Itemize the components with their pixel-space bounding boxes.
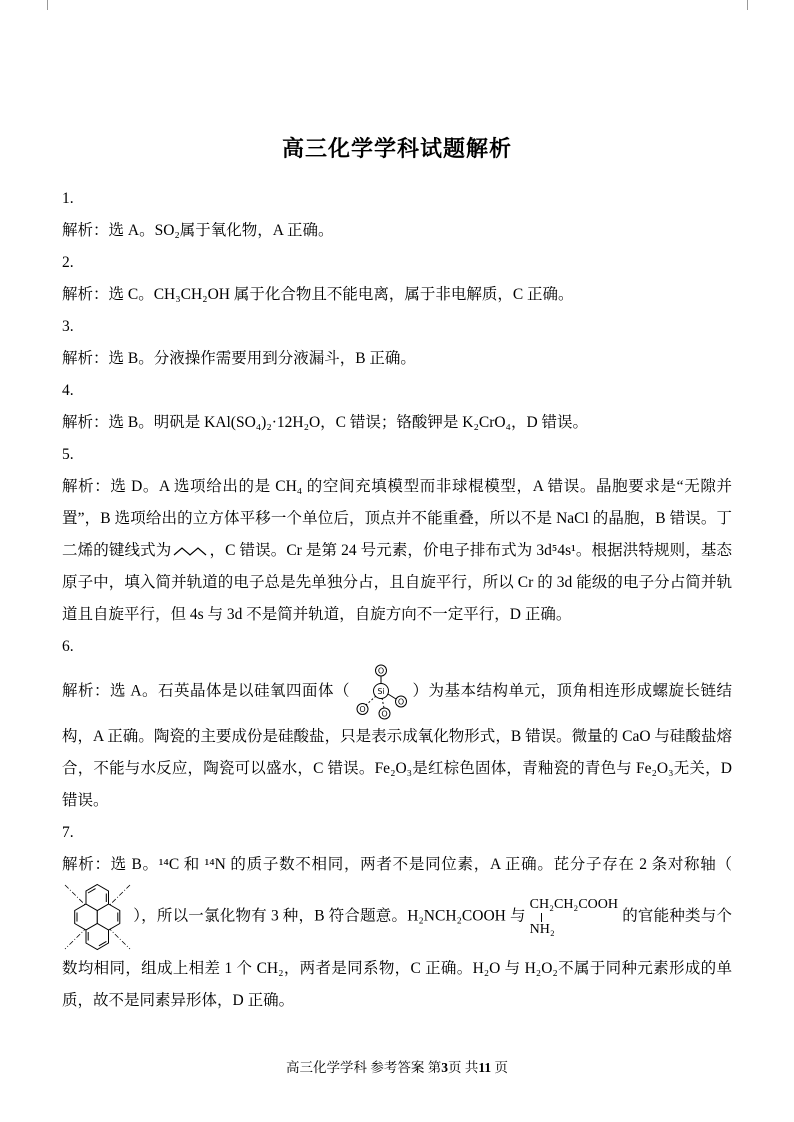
item-1-analysis: 解析：选 A。SO₂属于氧化物，A 正确。 xyxy=(62,222,334,239)
item-4-analysis: 解析：选 B。明矾是 KAl(SO₄)₂·12H₂O，C 错误；铬酸钾是 K₂CrO₄，D 错误。 xyxy=(62,414,589,431)
pyrene-structure-diagram xyxy=(64,881,131,953)
beta-alanine-amino-group: NH₂ xyxy=(529,921,555,937)
item-7-text-3: 的官能种类与个数均相同，组成上相差 1 个 CH₂，两者是同系物，C 正确。H₂O 与 H₂O₂不属于同种元素形成的单质，故不是同素异形体，D 正确。 xyxy=(62,907,732,1009)
crop-mark-right xyxy=(747,0,748,10)
tetrahedron-oxygen-top-label: O xyxy=(377,666,385,676)
item-1-number: 1. xyxy=(62,190,74,207)
item-3-number: 3. xyxy=(62,318,74,335)
crop-mark-left xyxy=(47,0,48,10)
item-5-text-2: ，C 错误。Cr 是第 24 号元素，价电子排布式为 3d⁵4s¹。根据洪特规则，基态原子中，填入简并轨道的电子总是先单独分占，且自旋平行，所以 Cr 的 3d 能级的电子分占简并轨道且自旋平行，但 4s 与 3d 不是简并轨道，自旋方向不一定平行，D 正确。 xyxy=(62,542,732,623)
item-6-number: 6. xyxy=(62,638,74,655)
tetrahedron-oxygen-right-label: O xyxy=(397,697,405,707)
item-7-text-1: 解析：选 B。¹⁴C 和 ¹⁴N 的质子数不相同，两者不是同位素，A 正确。芘分子存在 2 条对称轴（ xyxy=(62,856,732,873)
page-footer xyxy=(0,1056,794,1076)
item-7-number: 7. xyxy=(62,824,74,841)
beta-alanine-chain: CH₂CH₂COOH xyxy=(529,896,618,912)
footer-prefix: 高三化学学科 参考答案 第 xyxy=(285,1060,442,1075)
tetrahedron-center-label: Si xyxy=(377,687,385,696)
item-5-number: 5. xyxy=(62,446,74,463)
silicate-tetrahedron-diagram xyxy=(352,663,410,721)
item-2-analysis: 解析：选 C。CH₃CH₂OH 属于化合物且不能电离，属于非电解质，C 正确。 xyxy=(62,286,574,303)
butadiene-skeletal-icon xyxy=(173,545,207,558)
item-3-analysis: 解析：选 B。分液操作需要用到分液漏斗，B 正确。 xyxy=(62,350,416,367)
tetrahedron-oxygen-left-label: O xyxy=(359,705,366,714)
item-4-number: 4. xyxy=(62,382,74,399)
item-5-analysis xyxy=(62,471,732,631)
item-6-analysis xyxy=(62,663,732,817)
footer-total-pages: 11 xyxy=(478,1060,492,1075)
item-5-text-1: 解析：选 D。A 选项给出的是 CH₄ 的空间充填模型而非球棍模型，A 错误。晶胞要求是“无隙并置”，B 选项给出的立方体平移一个单位后，顶点并不能重叠，所以不是 NaCl 的晶胞，B 错误。丁二烯的键线式为 xyxy=(62,478,732,559)
beta-alanine-structure xyxy=(530,897,618,938)
footer-middle: 页 共 xyxy=(447,1060,479,1075)
page-title: 高三化学学科试题解析 xyxy=(281,136,512,161)
item-7-analysis xyxy=(62,849,732,1017)
item-6-text-1: 解析：选 A。石英晶体是以硅氧四面体（ xyxy=(62,682,351,700)
footer-suffix: 页 xyxy=(491,1060,508,1075)
tetrahedron-oxygen-bottom-label: O xyxy=(381,709,388,719)
item-7-text-2: ），所以一氯化物有 3 种，B 符合题意。H₂NCH₂COOH 与 xyxy=(133,907,526,925)
footer-page-number: 3 xyxy=(441,1060,448,1075)
item-2-number: 2. xyxy=(62,254,74,271)
beta-alanine-bond xyxy=(541,913,542,922)
item-6-text-2: ）为基本结构单元，顶角相连形成螺旋长链结构，A 正确。陶瓷的主要成份是硅酸盐，只是表示成氧化物形式，B 错误。微量的 CaO 与硅酸盐熔合，不能与水反应，陶瓷可以盛水，C 错误。Fe₂O₃是红棕色固体，青釉瓷的青色与 Fe₂O₃无关，D 错误。 xyxy=(62,682,732,809)
